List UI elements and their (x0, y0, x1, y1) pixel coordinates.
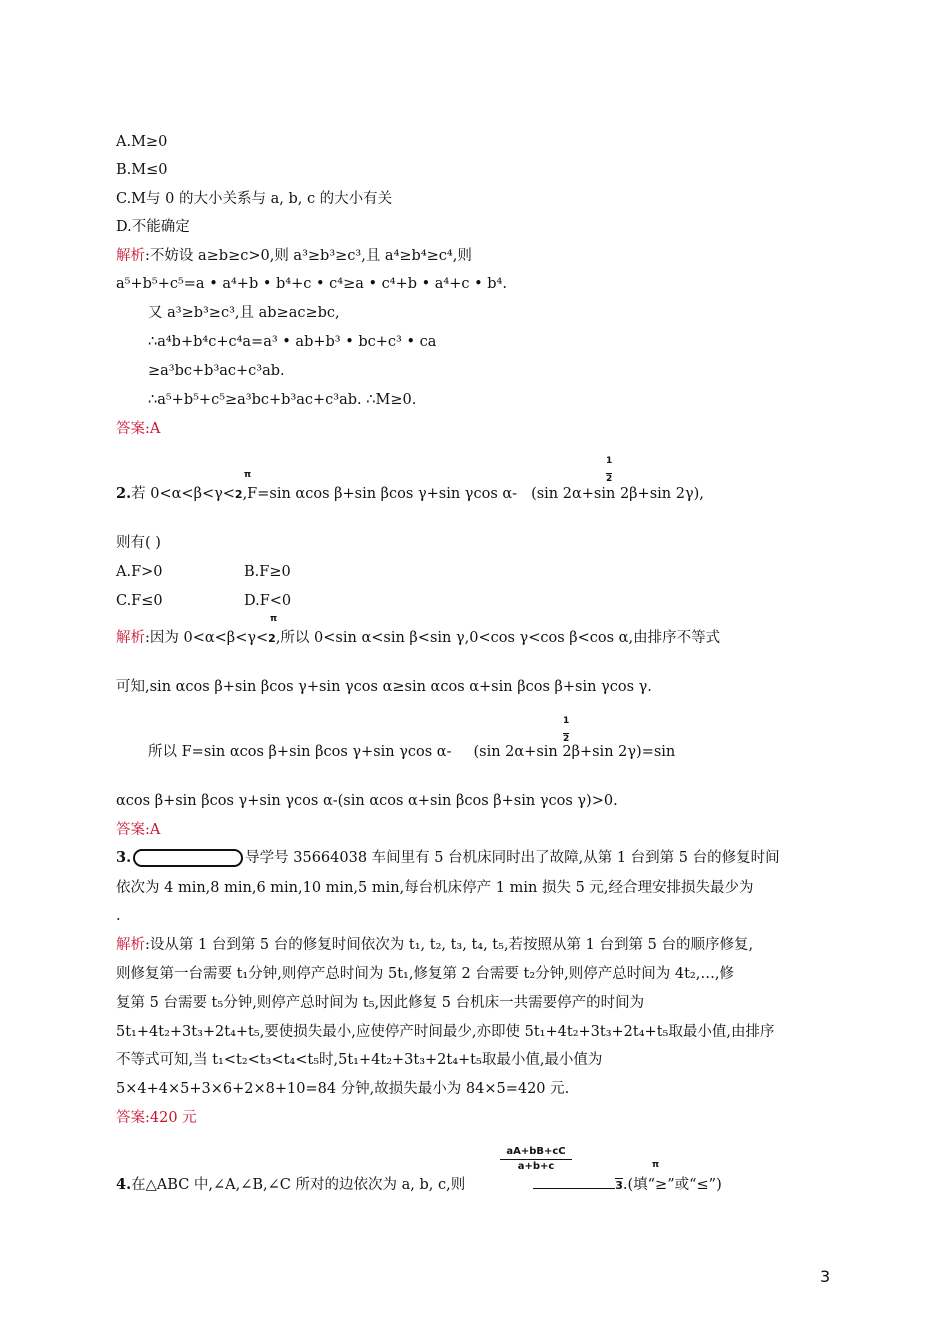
option-b: B.M≤0 (116, 162, 168, 178)
solution-line: 又 a³≥b³≥c³,且 ab≥ac≥bc, (148, 305, 340, 321)
question-4-stem (116, 1174, 722, 1196)
option-c: C.F≤0 (116, 593, 163, 609)
pi-symbol: π (244, 470, 252, 480)
solution-text: 所以 F=sin αcos β+sin βcos γ+sin γcos α- (148, 744, 452, 760)
question-number: 4. (116, 1176, 132, 1193)
fraction-denominator: 2 (234, 488, 243, 501)
option-d: D.不能确定 (116, 219, 190, 235)
solution-text: :因为 0<α<β<γ< (145, 630, 269, 646)
stem-part: 导学号 35664038 车间里有 5 台机床同时出了故障,从第 1 台到第 5 台的修复时间 (245, 850, 780, 866)
question-number: 3. (116, 849, 132, 866)
solution-text: :不妨设 a≥b≥c>0,则 a³≥b³≥c³,且 a⁴≥b⁴≥c⁴,则 (145, 248, 472, 264)
solution-line: 5×4+4×5+3×6+2×8+10=84 分钟,故损失最小为 84×5=420 元. (116, 1081, 570, 1097)
solution-line: ≥a³bc+b³ac+c³ab. (148, 363, 285, 379)
question-3-stem (116, 848, 780, 868)
solution-line (116, 246, 472, 266)
option-d: D.F<0 (244, 593, 292, 609)
fraction-numerator: 1 (563, 716, 570, 726)
option-a: A.M≥0 (116, 134, 168, 150)
stem-part: .(填“≥”或“≤”) (622, 1177, 722, 1193)
answer-line (116, 1108, 197, 1128)
solution-label: 解析 (116, 937, 145, 953)
guide-number-badge (133, 849, 243, 867)
solution-line: 不等式可知,当 t₁<t₂<t₃<t₄<t₅时,5t₁+4t₂+3t₃+2t₄+t₅取最小值,最小值为 (116, 1052, 603, 1068)
question-3-stem-cont: 依次为 4 min,8 min,6 min,10 min,5 min,每台机床停产 1 min 损失 5 元,经合理安排损失最少为 (116, 880, 754, 896)
page-number: 3 (820, 1267, 831, 1286)
option-a: A.F>0 (116, 564, 163, 580)
stem-part: 在△ABC 中,∠A,∠B,∠C 所对的边依次为 a, b, c,则 (131, 1177, 466, 1193)
solution-label: 解析 (116, 248, 145, 264)
solution-line: 则修复第一台需要 t₁分钟,则停产总时间为 5t₁,修复第 2 台需要 t₂分钟,则停产总时间为 4t₂,…,修 (116, 966, 734, 982)
fraction-denominator: a+b+c (517, 1161, 555, 1172)
solution-text: (sin 2α+sin 2β+sin 2γ)=sin (473, 744, 676, 760)
fraction-denominator: 3 (615, 1179, 623, 1192)
stem-part: ,F=sin αcos β+sin βcos γ+sin γcos α- (242, 486, 518, 502)
question-3-stem-cont: . (116, 908, 121, 924)
question-2-stem-cont: 则有( ) (116, 535, 161, 551)
solution-line: ∴a⁵+b⁵+c⁵≥a³bc+b³ac+c³ab. ∴M≥0. (148, 392, 417, 408)
answer-value: :420 元 (145, 1110, 197, 1126)
solution-text: :设从第 1 台到第 5 台的修复时间依次为 t₁, t₂, t₃, t₄, t₅,若按照从第 1 台到第 5 台的顺序修复, (145, 937, 754, 953)
question-2-stem (116, 484, 704, 505)
solution-line: 5t₁+4t₂+3t₃+2t₄+t₅,要使损失最小,应使停产时间最少,亦即使 5t₁+4t₂+3t₃+2t₄+t₅取最小值,由排序 (116, 1024, 775, 1040)
stem-part: 若 0<α<β<γ< (131, 486, 235, 502)
fraction-numerator: 1 (606, 456, 613, 466)
solution-line (116, 628, 720, 649)
answer-value: :A (145, 822, 161, 838)
fraction (500, 1146, 572, 1173)
answer-label: 答案 (116, 421, 145, 437)
answer-label: 答案 (116, 1110, 145, 1126)
solution-line: 复第 5 台需要 t₅分钟,则停产总时间为 t₅,因此修复 5 台机床一共需要停产的时间为 (116, 995, 645, 1011)
solution-line (116, 935, 753, 955)
option-c: C.M与 0 的大小关系与 a, b, c 的大小有关 (116, 191, 393, 207)
pi-symbol: π (652, 1160, 660, 1170)
fraction-denominator: 2 (563, 734, 570, 744)
answer-label: 答案 (116, 822, 145, 838)
answer-blank[interactable] (533, 1174, 615, 1189)
fraction-denominator: 2 (268, 632, 276, 645)
answer-value: :A (145, 421, 161, 437)
answer-line (116, 419, 160, 439)
solution-line (148, 742, 675, 762)
stem-part: (sin 2α+sin 2β+sin 2γ), (531, 486, 704, 502)
question-number: 2. (116, 485, 132, 502)
solution-line: a⁵+b⁵+c⁵=a • a⁴+b • b⁴+c • c⁴≥a • c⁴+b • a⁴+c • b⁴. (116, 276, 507, 292)
solution-line: 可知,sin αcos β+sin βcos γ+sin γcos α≥sin αcos α+sin βcos β+sin γcos γ. (116, 679, 652, 695)
fraction-numerator: aA+bB+cC (506, 1146, 566, 1157)
answer-line (116, 820, 160, 840)
fraction-denominator: 2 (606, 474, 613, 484)
option-b: B.F≥0 (244, 564, 291, 580)
solution-label: 解析 (116, 630, 145, 646)
solution-line: αcos β+sin βcos γ+sin γcos α-(sin αcos α+sin βcos β+sin γcos γ)>0. (116, 793, 618, 809)
solution-text: ,所以 0<sin α<sin β<sin γ,0<cos γ<cos β<cos α,由排序不等式 (275, 630, 721, 646)
pi-symbol: π (270, 614, 278, 624)
solution-line: ∴a⁴b+b⁴c+c⁴a=a³ • ab+b³ • bc+c³ • ca (148, 334, 437, 350)
